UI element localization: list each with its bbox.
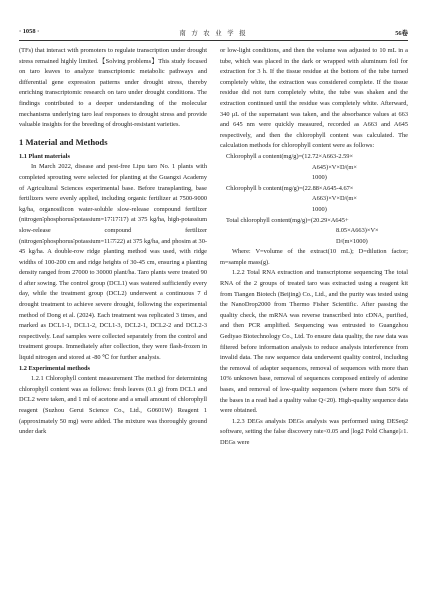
subsection-heading-methods: 1.2 Experimental methods (19, 364, 91, 372)
formula-total-chlorophyll: Total chlorophyll content(mg/g)=(20.29×A645+ 8.05×A663)×V× D/(m×1000) (226, 216, 379, 245)
chlorophyll-paragraph: 1.2.1 Chlorophyll content measurement The method for determining chlorophyll content was as follows: fresh leaves (0.1 g) from DCL1 and DCL2 were taken, and 1 ml of acetone and a small amount of chlorophyll reagent (Suzhou Gerui Science Co., Ltd., G0601W) Reagent 1 (approximately 50 mg) were added. The mixture was thoroughly ground under dark (19, 375, 207, 436)
continued-paragraph: or low-light conditions, and then the volume was adjusted to 10 mL in a tube, which was placed in the dark or wrapped with aluminum foil for extraction for 3 h. If the tissue residue at the bottom of the tube turned completely white, the extraction was considered complete. If the tissue residue did not turn completely white, the tube was shaken and the extraction continued until the residue was completely white. Afterward, 340 μL of the supernatant was taken, and the absorbance values at 663 and 645 nm were quickly measured, recorded as A663 and A645 respectively, and then the chlorophyll content was calculated. The calculation methods for chlorophyll content were as follows: (220, 47, 408, 150)
formula-chlorophyll-a: Chlorophyll a content(mg/g)=(12.72×A663-2.59× A645)×V×D/(m× 1000) (226, 152, 357, 182)
formula-chlorophyll-b: Chlorophyll b content(mg/g)=(22.88×A645-4.67× A663)×V×D/(m× 1000) (226, 184, 357, 213)
running-header (0, 28, 427, 40)
page-number: · 1058 · (19, 28, 40, 35)
header-rule (19, 40, 408, 41)
rna-paragraph: 1.2.2 Total RNA extraction and transcriptome sequencing The total RNA of the 2 groups of treated taro was extracted using a reagent kit from Tiangen Biotech (Beijing) Co., Ltd., and the purity was tested using the NanoDrop2000 from Thermo Fisher Scientific. After passing the quality check, the mRNA was reverse transcribed into cDNA, purified, and then PCR amplified. Sequencing was entrusted to Guangzhou Gediyao Biotechnology Co., Ltd. To ensure data quality, the raw data was filtered before information analysis to reduce analysis interference from invalid data. The raw sequence data underwent quality control, including the removal of adapter sequences, removal of sequences with more than 10% unknown base, removal of sequences composed entirely of adenine bases, and removal of low-quality sequences (where more than 50% of the bases in a read had a quality value Q<20). High-quality sequence data were obtained. (220, 269, 408, 415)
journal-name: 南 方 农 业 学 报 (179, 30, 248, 37)
plant-materials-paragraph: In March 2022, disease and pest-free Lipu taro No. 1 plants with completed sprouting were selected for planting at the Guangxi Academy of Agricultural Sciences experimental base. Before transplanting, base fertilizers were evenly applied, including organic fertilizer at 7500-9000 kg/ha, organosilicon water-soluble slow-release compound fertilizer (nitrogen∶phosphorus∶potassium=17∶17∶17) at 375 kg/ha, high-potassium slow-release compound fertilizer (nitrogen∶phosphorus∶potassium=11∶7∶22) at 375 kg/ha, and phosim at 30-45 kg/ha. A double-row ridge planting method was used, with ridge widths of 100-200 cm and ridge heights of 30-45 cm, ensuring a planting density ranged from 27000 to 30000 plant/ha. Taro plants were treated 90 d after sowing. The control group (DCL1) was watered sufficiently every day, while the treatment group (DCL2) underwent a continuous 7 d drought treatment to achieve severe drought, following the experimental method of Dong et al. (2024). Each treatment was replicated 3 times, and marked as DCL1-1, DCL1-2, DCL1-3, DCL2-1, DCL2-2 and DCL2-3 respectively. Leaf samples were collected separately from the control and treatment groups. Immediately after collection, they were flash-frozen in liquid nitrogen and stored at -80 ℃ for further analysis. (19, 163, 207, 362)
where-paragraph: Where: V=volume of the extract(10 mL); D=dilution factor; m=sample mass(g). (220, 248, 408, 266)
degs-paragraph: 1.2.3 DEGs analysis DEGs analysis was performed using DESeq2 software, setting the false discovery rate<0.05 and |log2 Fold Change|≥1. DEGs were (220, 417, 408, 446)
volume-number: 56卷 (395, 30, 408, 37)
section-heading: 1 Material and Methods (19, 136, 108, 147)
subsection-heading-plant-materials: 1.1 Plant materials (19, 152, 70, 160)
left-column (19, 46, 207, 438)
right-column (220, 46, 408, 449)
intro-paragraph: (TFs) that interact with promoters to regulate transcription under drought stress remained highly limited.【Solving problems】This study focused on taro leaves to analyze transcriptomic metabolic pathways and differential gene expression patterns under drought stress, thereby enriching transcriptomic research on taro under drought conditions. The findings contributed to a deeper understanding of the molecular mechanisms underlying taro leaf responses to drought stress and provide valuable insights for the breeding of drought-resistant varieties. (19, 47, 207, 129)
